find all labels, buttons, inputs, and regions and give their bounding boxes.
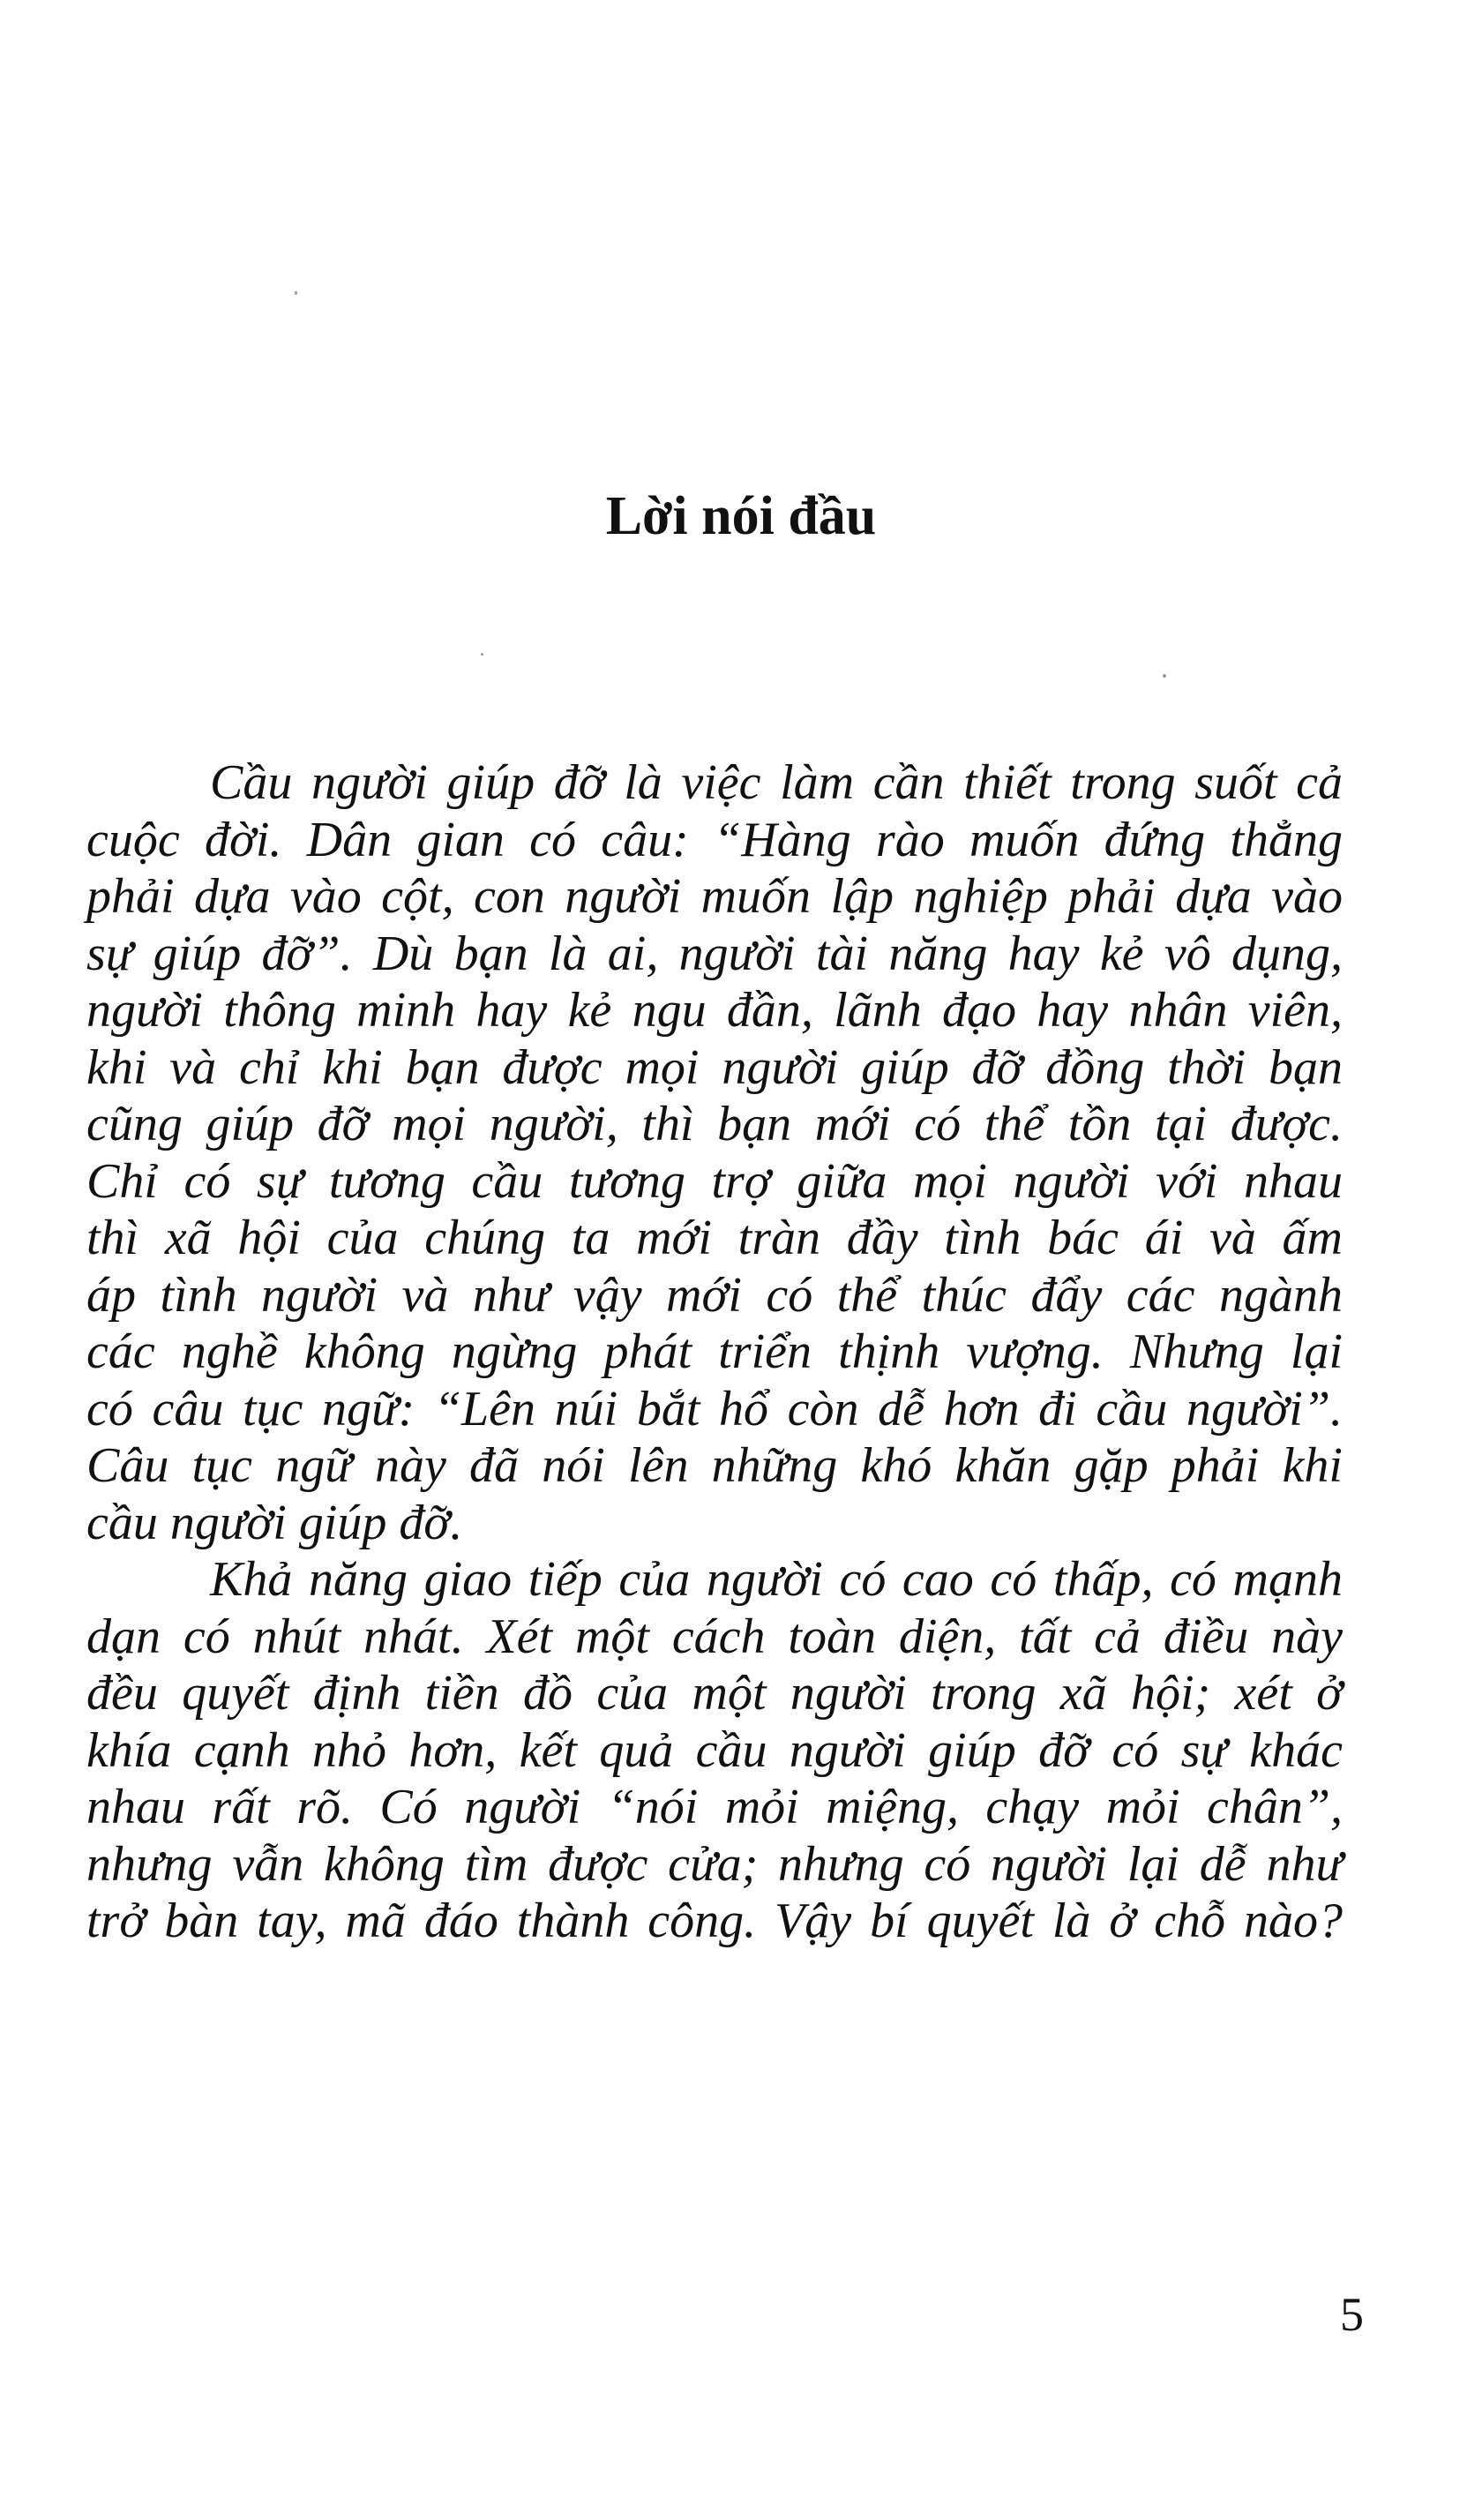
text-line: Khả năng giao tiếp của người có cao có thấp, có mạnh <box>210 1552 1343 1607</box>
text-line: cũng giúp đỡ mọi người, thì bạn mới có thể tồn tại được. <box>86 1097 1343 1151</box>
text-line: Câu tục ngữ này đã nói lên những khó khăn gặp phải khi <box>86 1438 1343 1493</box>
page-title: Lời nói đầu <box>605 486 877 546</box>
text-line: Chỉ có sự tương cầu tương trợ giữa mọi người với nhau <box>86 1153 1343 1209</box>
text-line: khía cạnh nhỏ hơn, kết quả cầu người giúp đỡ có sự khác <box>86 1722 1343 1778</box>
scan-speck <box>295 291 297 295</box>
paragraph-2 <box>86 1551 1343 1950</box>
text-line: đều quyết định tiền đồ của một người trong xã hội; xét ở <box>86 1666 1343 1721</box>
text-line: Cầu người giúp đỡ là việc làm cần thiết trong suốt cả <box>210 755 1343 810</box>
text-line: khi và chỉ khi bạn được mọi người giúp đỡ đồng thời bạn <box>86 1039 1343 1095</box>
text-line: nhưng vẫn không tìm được cửa; nhưng có người lại dễ như <box>86 1836 1343 1892</box>
scan-speck <box>481 653 483 656</box>
text-line: có câu tục ngữ: “Lên núi bắt hổ còn dễ hơn đi cầu người”. <box>86 1381 1343 1436</box>
scan-speck <box>1163 674 1166 678</box>
page-number: 5 <box>1340 2288 1364 2341</box>
text-line: sự giúp đỡ”. Dù bạn là ai, người tài năng hay kẻ vô dụng, <box>86 926 1343 981</box>
text-line: trở bàn tay, mã đáo thành công. Vậy bí quyết là ở chỗ nào? <box>86 1894 1343 1948</box>
text-line: nhau rất rõ. Có người “nói mỏi miệng, chạy mỏi chân”, <box>86 1780 1343 1834</box>
text-line: áp tình người và như vậy mới có thể thúc đẩy các ngành <box>86 1267 1343 1323</box>
paragraph-1 <box>86 754 1343 1551</box>
text-line: thì xã hội của chúng ta mới tràn đầy tình bác ái và ấm <box>86 1211 1343 1265</box>
text-line: người thông minh hay kẻ ngu đần, lãnh đạo hay nhân viên, <box>86 983 1343 1038</box>
text-line: phải dựa vào cột, con người muốn lập nghiệp phải dựa vào <box>86 869 1343 924</box>
body-text <box>86 754 1343 1950</box>
text-line: cầu người giúp đỡ. <box>86 1495 463 1550</box>
text-line: cuộc đời. Dân gian có câu: “Hàng rào muốn đứng thẳng <box>86 812 1343 867</box>
text-line: dạn có nhút nhát. Xét một cách toàn diện, tất cả điều này <box>86 1609 1343 1664</box>
text-line: các nghề không ngừng phát triển thịnh vượng. Nhưng lại <box>86 1324 1343 1379</box>
